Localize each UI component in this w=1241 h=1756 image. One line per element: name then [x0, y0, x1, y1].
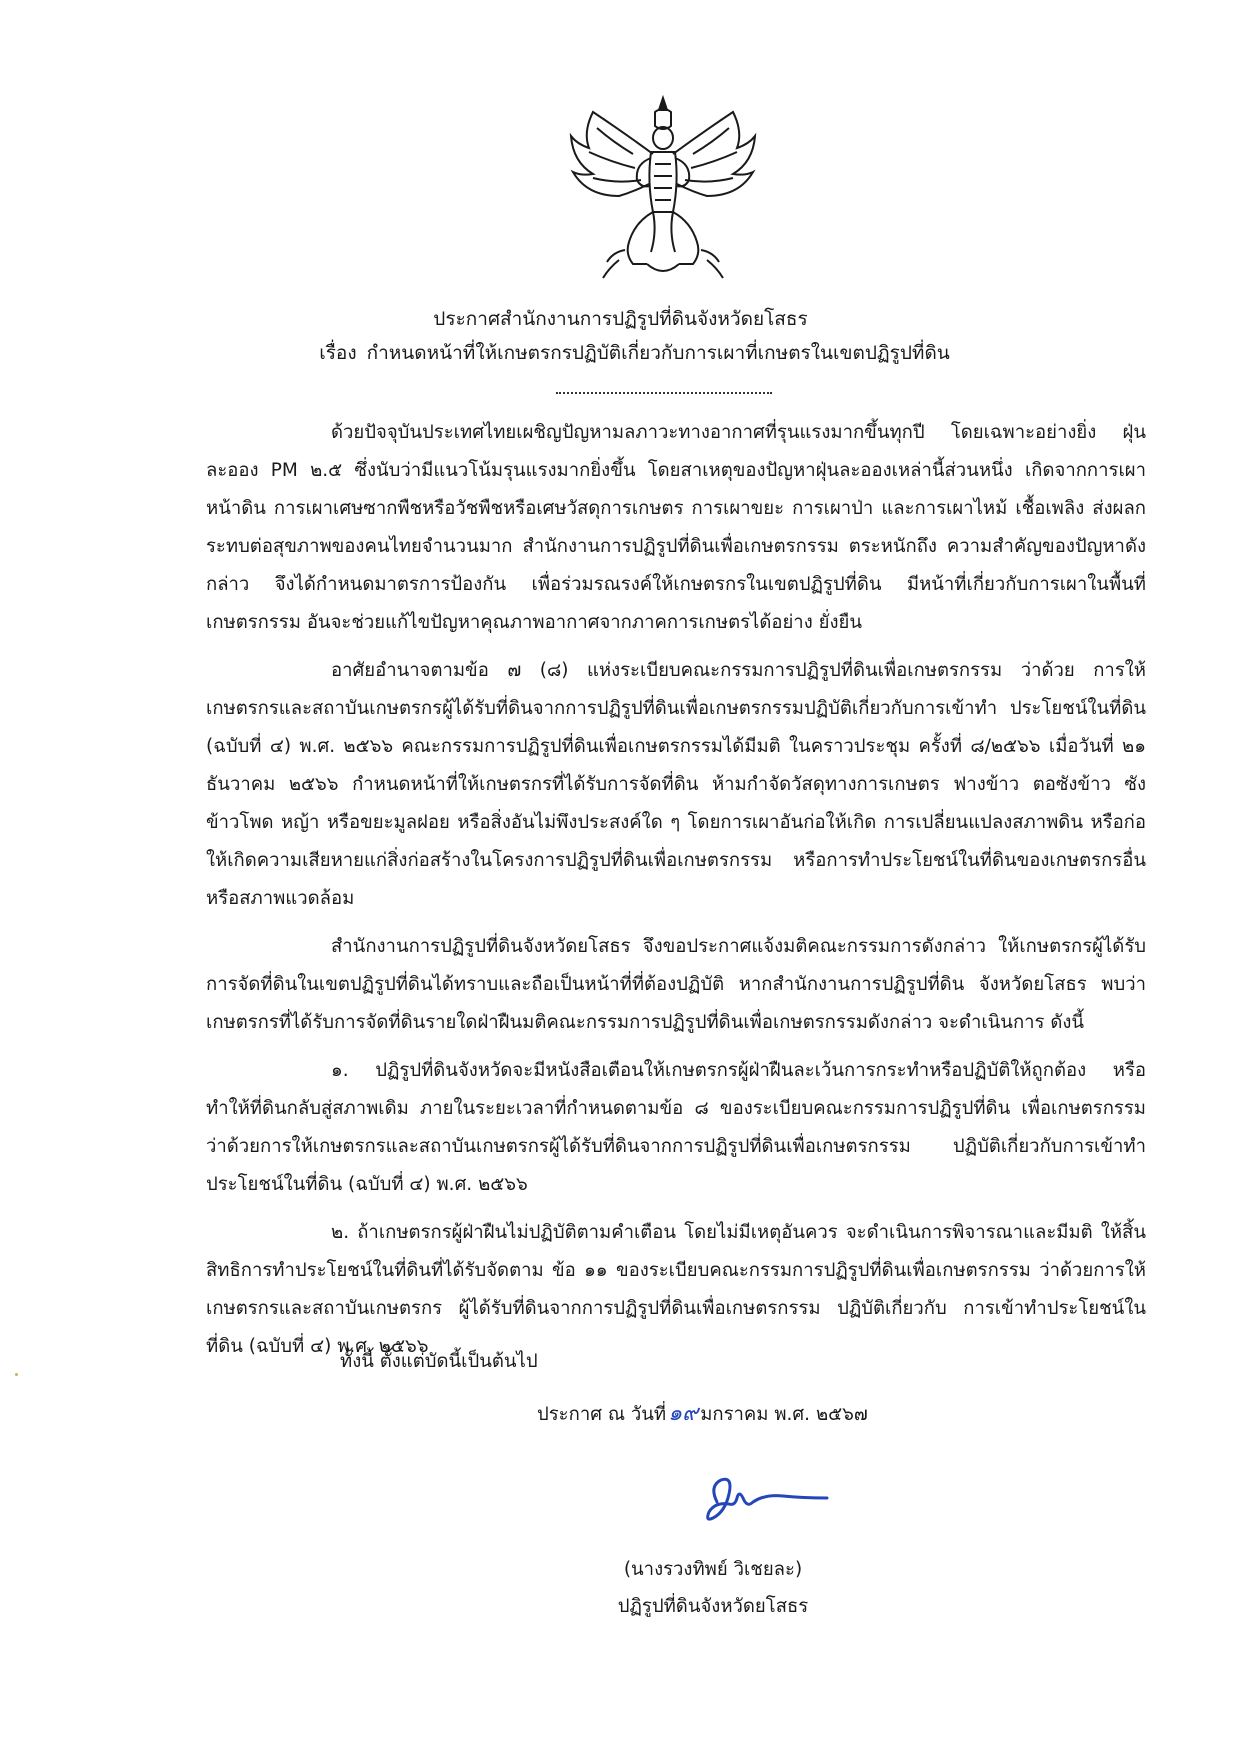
- signer-title: ปฏิรูปที่ดินจังหวัดยโสธร: [617, 1596, 809, 1617]
- subject-prefix: เรื่อง: [319, 342, 357, 364]
- announcement-title: ประกาศสำนักงานการปฏิรูปที่ดินจังหวัดยโสธร: [433, 308, 808, 330]
- paragraph-measure-1: ๑. ปฏิรูปที่ดินจังหวัดจะมีหนังสือเตือนให้เกษตรกรผู้ฝ่าฝืนละเว้นการกระทำหรือปฏิบัติให้ถูกต้อง หรือทำให้ที่ดินกลับสู่สภาพเดิม ภายในระยะเวลาที่กำหนดตามข้อ ๘ ของระเบียบคณะกรรมการปฏิรูปที่ดิน เพื่อเกษตรกรรม ว่าด้วยการให้เกษตรกรและสถาบันเกษตรกรผู้ได้รับที่ดินจากการปฏิรูปที่ดินเพื่อเกษตรกรรม ปฏิบัติเกี่ยวกับการเข้าทำประโยชน์ในที่ดิน (ฉบับที่ ๔) พ.ศ. ๒๕๖๖: [206, 1060, 1146, 1195]
- date-day: ๑๙: [668, 1401, 699, 1426]
- announcement-subject: [319, 336, 950, 370]
- garuda-emblem-icon: [563, 92, 763, 282]
- paragraph-background: ด้วยปัจจุบันประเทศไทยเผชิญปัญหามลภาวะทางอากาศที่รุนแรงมากขึ้นทุกปี โดยเฉพาะอย่างยิ่ง ฝุ่นละออง PM ๒.๕ ซึ่งนับว่ามีแนวโน้มรุนแรงมากยิ่งขึ้น โดยสาเหตุของปัญหาฝุ่นละอองเหล่านี้ส่วนหนึ่ง เกิดจากการเผาหน้าดิน การเผาเศษซากพืชหรือวัชพืชหรือเศษวัสดุการเกษตร การเผาขยะ การเผาป่า และการเผาไหม้ เชื้อเพลิง ส่งผลกระทบต่อสุขภาพของคนไทยจำนวนมาก สำนักงานการปฏิรูปที่ดินเพื่อเกษตรกรรม ตระหนักถึง ความสำคัญของปัญหาดังกล่าว จึงได้กำหนดมาตรการป้องกัน เพื่อร่วมรณรงค์ให้เกษตรกรในเขตปฏิรูปที่ดิน มีหน้าที่เกี่ยวกับการเผาในพื้นที่เกษตรกรรม อันจะช่วยแก้ไขปัญหาคุณภาพอากาศจากภาคการเกษตรได้อย่าง ยั่งยืน: [206, 422, 1146, 633]
- announcement-date: [537, 1395, 868, 1430]
- paragraph-measure-2: ๒. ถ้าเกษตรกรผู้ฝ่าฝืนไม่ปฏิบัติตามคำเตือน โดยไม่มีเหตุอันควร จะดำเนินการพิจารณาและมีมติ ให้สิ้นสิทธิการทำประโยชน์ในที่ดินที่ได้รับจัดตาม ข้อ ๑๑ ของระเบียบคณะกรรมการปฏิรูปที่ดินเพื่อเกษตรกรรม ว่าด้วยการให้เกษตรกรและสถาบันเกษตรกร ผู้ได้รับที่ดินจากการปฏิรูปที่ดินเพื่อเกษตรกรรม ปฏิบัติเกี่ยวกับ การเข้าทำประโยชน์ในที่ดิน (ฉบับที่ ๔) พ.ศ. ๒๕๖๖: [206, 1222, 1146, 1357]
- handwritten-signature-icon: [695, 1468, 835, 1528]
- paragraph-notice: สำนักงานการปฏิรูปที่ดินจังหวัดยโสธร จึงขอประกาศแจ้งมติคณะกรรมการดังกล่าว ให้เกษตรกรผู้ได้รับการจัดที่ดินในเขตปฏิรูปที่ดินได้ทราบและถือเป็นหน้าที่ที่ต้องปฏิบัติ หากสำนักงานการปฏิรูปที่ดิน จังหวัดยโสธร พบว่าเกษตรกรที่ได้รับการจัดที่ดินรายใดฝ่าฝืนมติคณะกรรมการปฏิรูปที่ดินเพื่อเกษตรกรรมดังกล่าว จะดำเนินการ ดังนี้: [206, 936, 1146, 1033]
- date-prefix: ประกาศ ณ วันที่: [537, 1404, 667, 1425]
- subject-text: กำหนดหน้าที่ให้เกษตรกรปฏิบัติเกี่ยวกับการเผาที่เกษตรในเขตปฏิรูปที่ดิน: [366, 342, 950, 364]
- effective-clause: ทั้งนี้ ตั้งแต่บัดนี้เป็นต้นไป: [340, 1351, 538, 1372]
- title-block: [0, 302, 1241, 370]
- scan-speck: [15, 1373, 18, 1376]
- date-month-year: มกราคม พ.ศ. ๒๕๖๗: [700, 1404, 868, 1425]
- paragraph-authority: อาศัยอำนาจตามข้อ ๗ (๘) แห่งระเบียบคณะกรรมการปฏิรูปที่ดินเพื่อเกษตรกรรม ว่าด้วย การให้ เกษตรกรและสถาบันเกษตรกรผู้ได้รับที่ดินจากการปฏิรูปที่ดินเพื่อเกษตรกรรมปฏิบัติเกี่ยวกับการเข้าทำ ประโยชน์ในที่ดิน (ฉบับที่ ๔) พ.ศ. ๒๕๖๖ คณะกรรมการปฏิรูปที่ดินเพื่อเกษตรกรรมได้มีมติ ในคราวประชุม ครั้งที่ ๘/๒๕๖๖ เมื่อวันที่ ๒๑ ธันวาคม ๒๕๖๖ กำหนดหน้าที่ให้เกษตรกรที่ได้รับการจัดที่ดิน ห้ามกำจัดวัสดุทางการเกษตร ฟางข้าว ตอซังข้าว ซังข้าวโพด หญ้า หรือขยะมูลฝอย หรือสิ่งอันไม่พึงประสงค์ใด ๆ โดยการเผาอันก่อให้เกิด การเปลี่ยนแปลงสภาพดิน หรือก่อให้เกิดความเสียหายแก่สิ่งก่อสร้างในโครงการปฏิรูปที่ดินเพื่อเกษตรกรรม หรือการทำประโยชน์ในที่ดินของเกษตรกรอื่น หรือสภาพแวดล้อม: [206, 660, 1146, 909]
- signer-name: (นางรวงทิพย์ วิเชยละ): [623, 1559, 803, 1580]
- announcement-body: [206, 414, 1146, 1376]
- dotted-divider: [556, 392, 772, 394]
